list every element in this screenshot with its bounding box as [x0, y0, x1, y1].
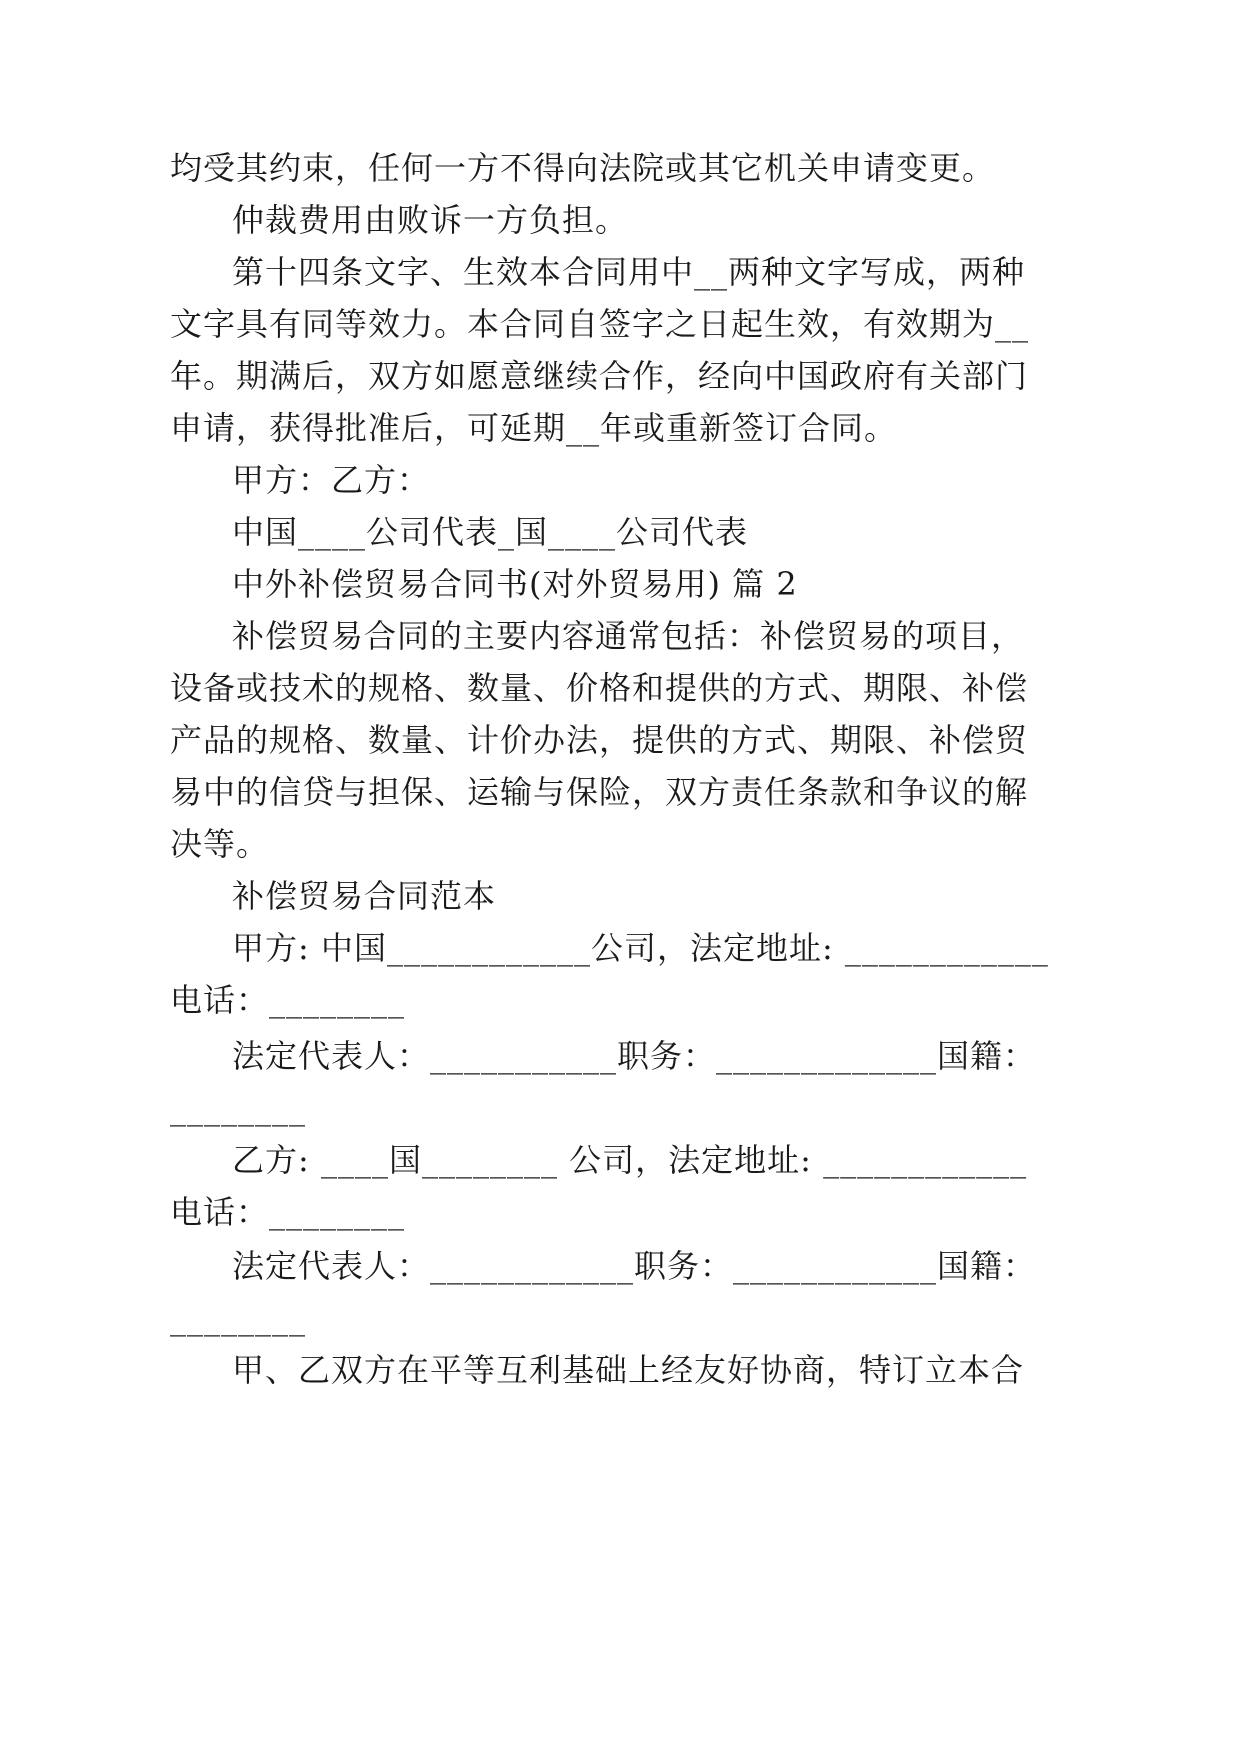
party-a-line: 甲方: 中国____________公司，法定地址: ____________ [232, 929, 1049, 967]
party-a-phone-line: 电话：________ [170, 981, 406, 1019]
paragraph-line: 补偿贸易合同的主要内容通常包括：补偿贸易的项目， [232, 617, 1025, 655]
party-representatives-line: 中国____公司代表_国____公司代表 [232, 513, 749, 551]
paragraph-line: 年。期满后，双方如愿意继续合作，经向中国政府有关部门 [170, 357, 1029, 395]
party-a-nationality-blank: ________ [170, 1089, 306, 1127]
paragraph-line: 决等。 [170, 825, 270, 863]
paragraph-line: 易中的信贷与担保、运输与保险，双方责任条款和争议的解 [170, 773, 1029, 811]
paragraph-line: 申请，获得批准后，可延期__年或重新签订合同。 [170, 409, 898, 447]
party-b-phone-line: 电话：________ [170, 1193, 406, 1231]
paragraph-line: 第十四条文字、生效本合同用中__两种文字写成，两种 [232, 253, 1026, 291]
paragraph-line: 设备或技术的规格、数量、价格和提供的方式、期限、补偿 [170, 669, 1029, 707]
party-b-representative-line: 法定代表人：____________职务：____________国籍： [232, 1247, 1037, 1285]
paragraph-line: 仲裁费用由败诉一方负担。 [232, 201, 629, 239]
section-heading: 中外补偿贸易合同书(对外贸易用) 篇 2 [232, 565, 798, 603]
party-header-line: 甲方：乙方： [232, 461, 431, 499]
paragraph-line: 文字具有同等效力。本合同自签字之日起生效，有效期为__ [170, 305, 1030, 343]
party-b-line: 乙方: ____国________ 公司，法定地址: ____________ [232, 1141, 1028, 1179]
party-b-nationality-blank: ________ [170, 1299, 306, 1337]
template-title: 补偿贸易合同范本 [232, 877, 497, 915]
paragraph-line: 均受其约束，任何一方不得向法院或其它机关申请变更。 [170, 149, 996, 187]
paragraph-line: 甲、乙双方在平等互利基础上经友好协商，特订立本合 [232, 1351, 1025, 1389]
party-a-representative-line: 法定代表人：___________职务：_____________国籍： [232, 1037, 1037, 1075]
paragraph-line: 产品的规格、数量、计价办法，提供的方式、期限、补偿贸 [170, 721, 1029, 759]
